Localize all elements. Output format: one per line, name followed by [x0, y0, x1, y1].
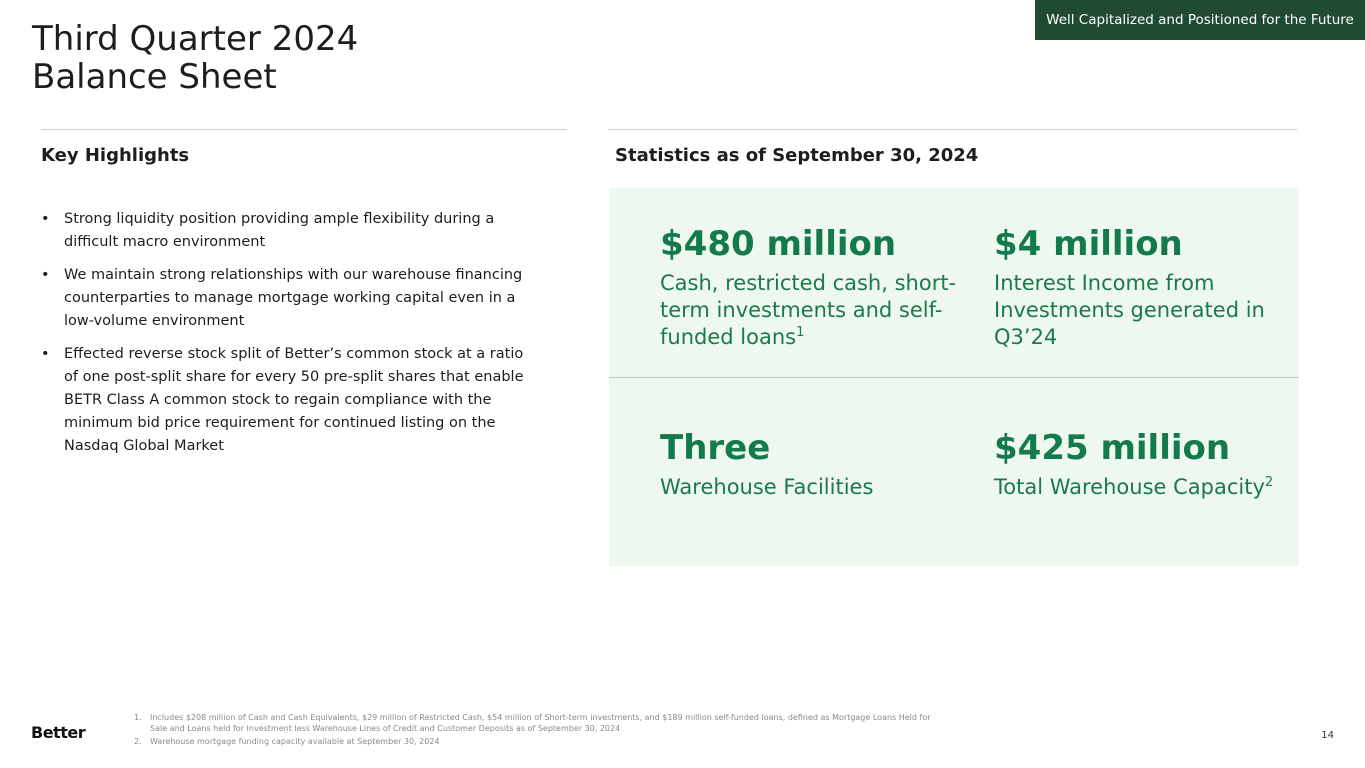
list-item: • Strong liquidity position providing ample flexibility during a difficult macro environment: [41, 208, 541, 254]
statistics-divider: [609, 377, 1299, 378]
page-title: [32, 20, 358, 96]
stat-description-text: Warehouse Facilities: [660, 475, 874, 499]
stat-interest-income: [994, 224, 1294, 351]
stat-warehouse-facilities: [660, 428, 960, 501]
highlights-list: [41, 208, 541, 468]
stat-description: [660, 474, 960, 501]
stat-description: [660, 270, 960, 351]
footnote-text: Includes $208 million of Cash and Cash Equivalents, $29 million of Restricted Cash, $54 million of Short-term investments, and $189 million self-funded loans, defined as Mortgage Loans Held for Sale and Loans held for Investment less Warehouse Lines of Credit and Customer Deposits as of September 30, 2024: [150, 713, 931, 733]
footnotes: [134, 713, 934, 751]
company-logo: Better: [31, 723, 86, 742]
stat-description: [994, 474, 1294, 501]
stat-description-text: Interest Income from Investments generated in Q3’24: [994, 271, 1265, 349]
stat-value: Three: [660, 428, 771, 468]
footnote-text: Warehouse mortgage funding capacity available at September 30, 2024: [150, 737, 440, 746]
left-divider: [41, 129, 567, 130]
footnote-ref: 2: [1264, 475, 1274, 490]
stat-value: $425 million: [994, 428, 1231, 468]
footnote-ref: 1: [796, 325, 805, 340]
list-item: • Effected reverse stock split of Better’s common stock at a ratio of one post-split share for every 50 pre-split shares that enable BETR Class A common stock to regain compliance with the minimum bid price requirement for continued listing on the Nasdaq Global Market: [41, 343, 541, 458]
stat-cash: [660, 224, 960, 351]
stat-description: [994, 270, 1294, 351]
stat-description-text: Cash, restricted cash, short-term investments and self-funded loans: [660, 271, 957, 349]
page-number: 14: [1321, 730, 1334, 741]
statistics-panel: [609, 188, 1299, 566]
list-item: • We maintain strong relationships with our warehouse financing counterparties to manage mortgage working capital even in a low-volume environment: [41, 264, 541, 333]
footnote-number: 1.: [134, 713, 142, 722]
stat-value: $480 million: [660, 224, 897, 264]
right-divider: [608, 129, 1297, 130]
footnote-number: 2.: [134, 737, 142, 746]
footnote: [134, 713, 934, 734]
stat-value: $4 million: [994, 224, 1183, 264]
section-tag: Well Capitalized and Positioned for the Future: [1035, 0, 1365, 40]
statistics-heading: Statistics as of September 30, 2024: [615, 145, 979, 166]
footnote: [134, 737, 934, 748]
stat-warehouse-capacity: [994, 428, 1294, 501]
stat-description-text: Total Warehouse Capacity: [994, 475, 1265, 499]
key-highlights-heading: Key Highlights: [41, 145, 190, 166]
page-title-line-2: Balance Sheet: [32, 57, 277, 97]
page-title-line-1: Third Quarter 2024: [32, 19, 359, 59]
